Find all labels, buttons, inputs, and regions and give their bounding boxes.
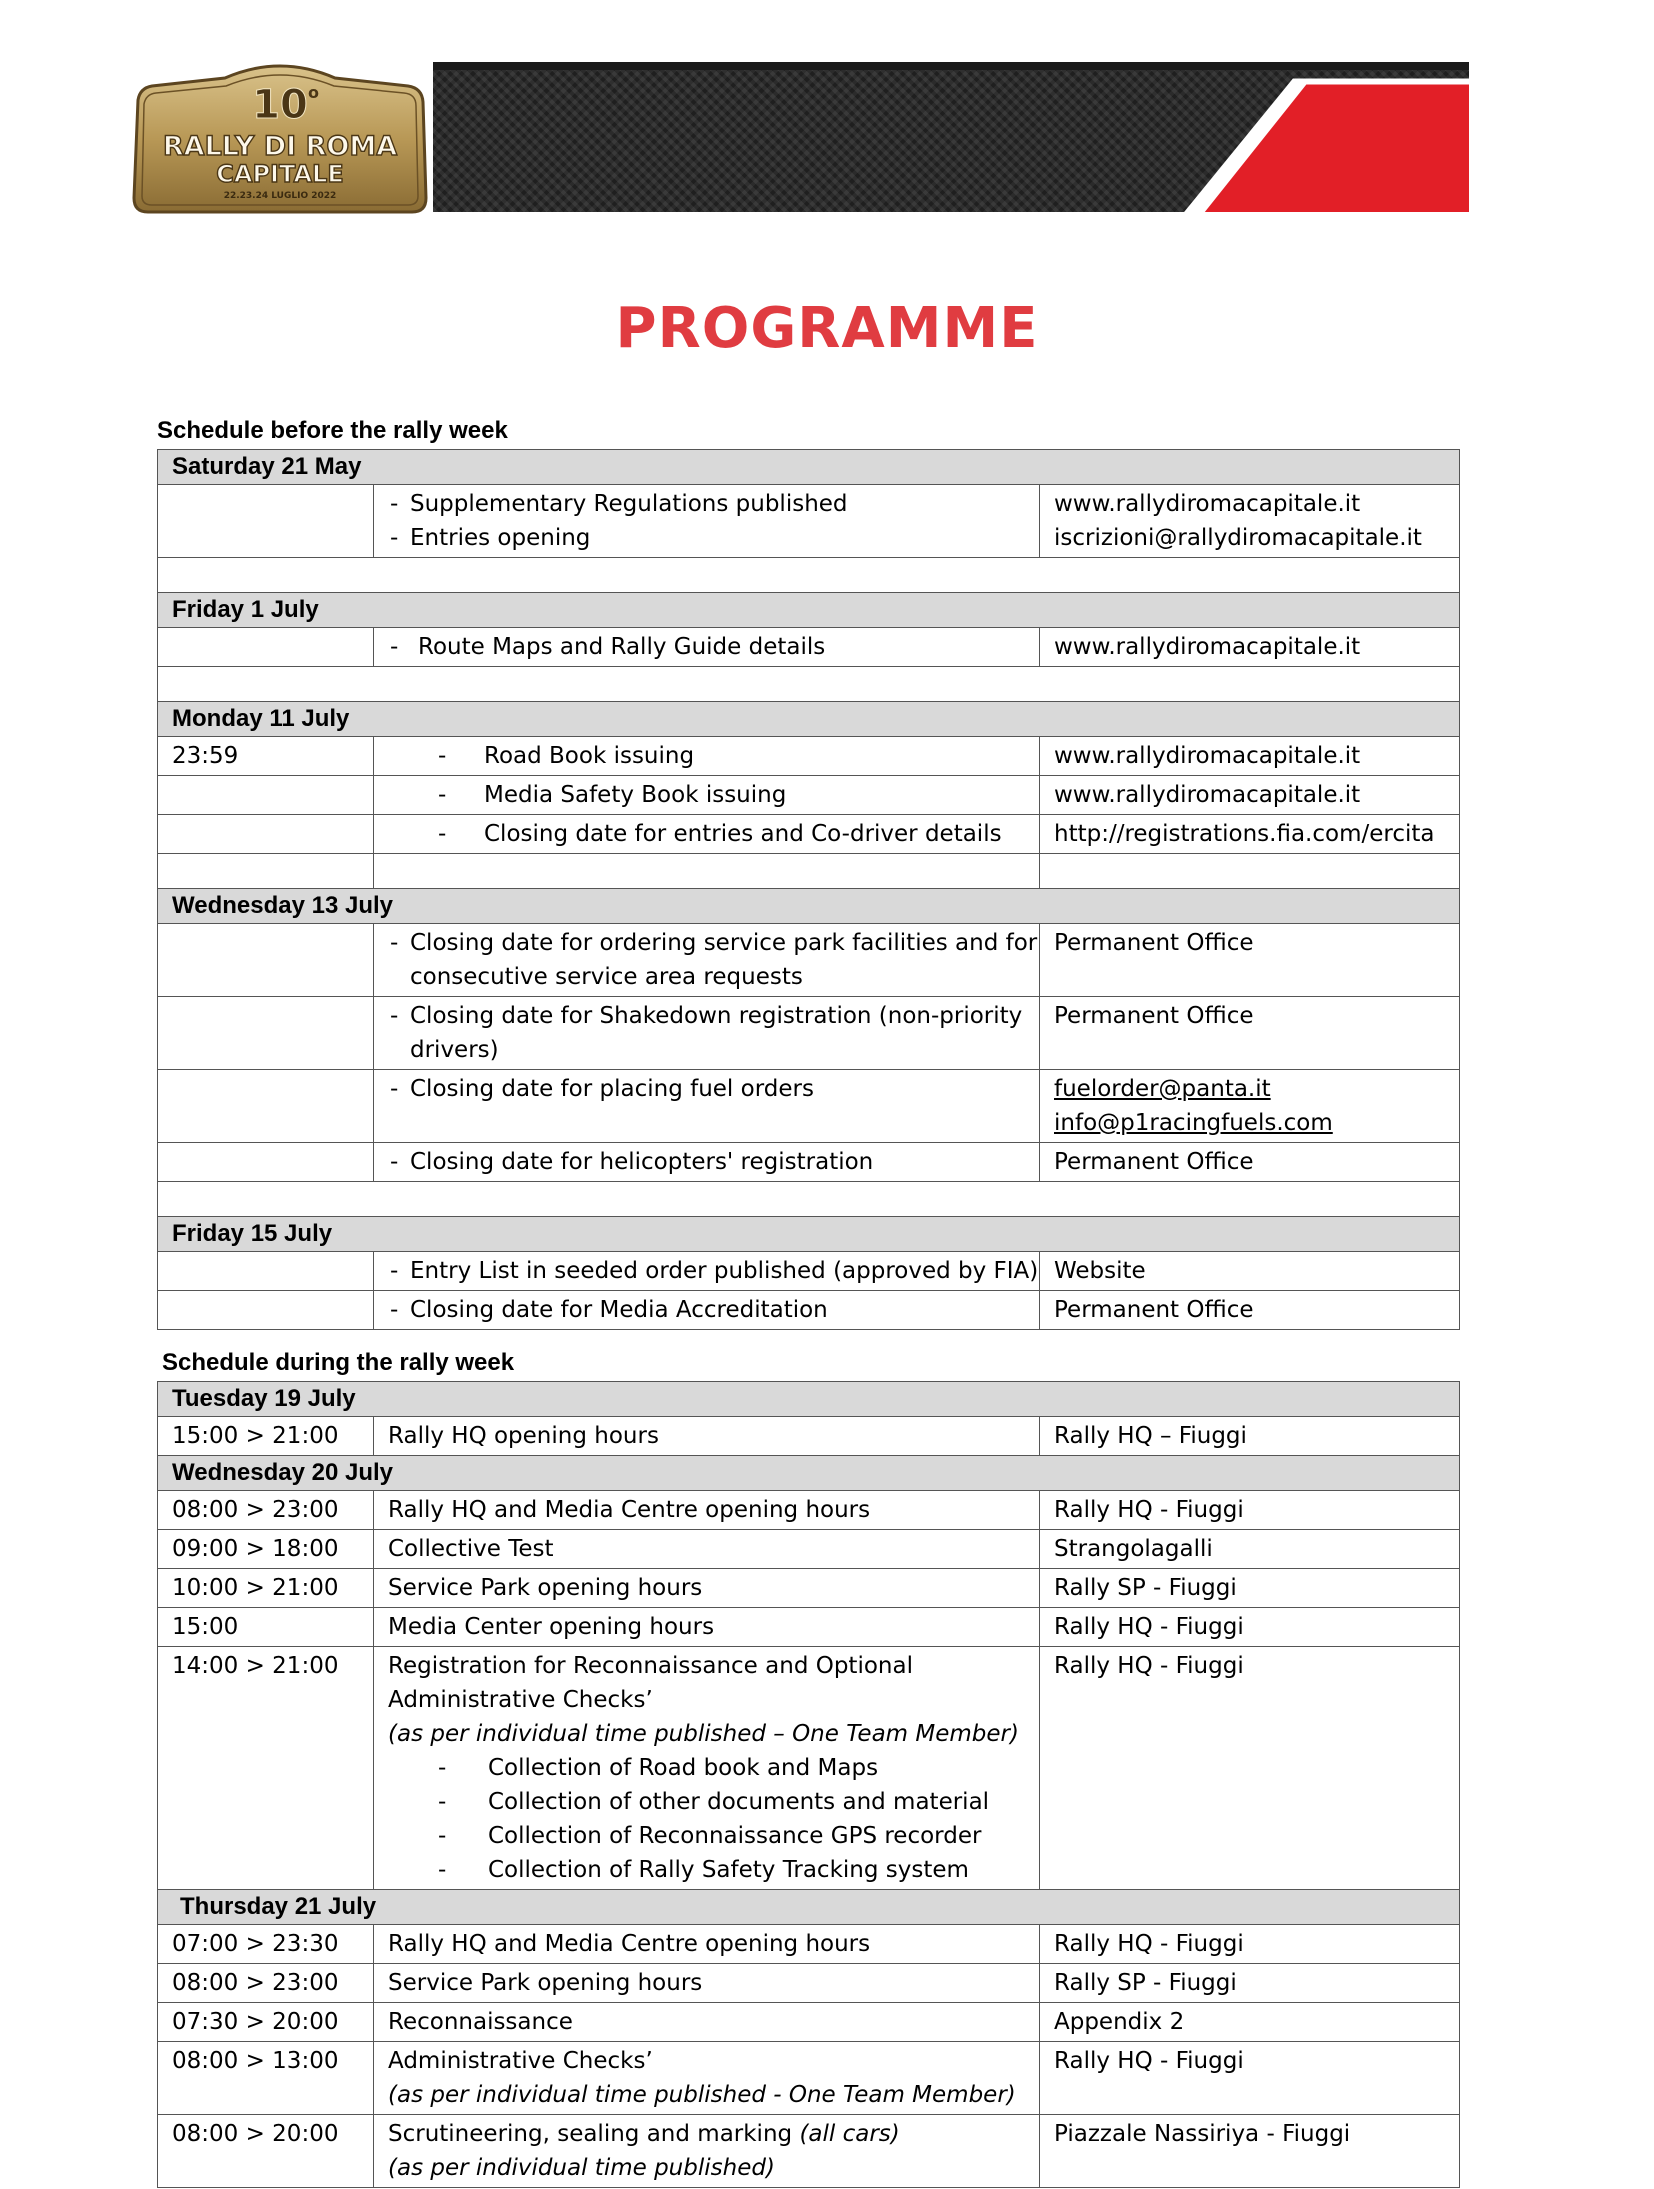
table-row [158,485,1460,558]
table-row [158,776,1460,815]
activity: Reconnaissance [374,2003,1040,2042]
day-label: Wednesday 20 July [158,1456,1460,1491]
location: Rally HQ - Fiuggi [1040,1647,1460,1890]
activity: Media Center opening hours [374,1608,1040,1647]
item: - Closing date for Shakedown registration (non-priority drivers) [388,999,1039,1067]
logo-dates: 22.23.24 LUGLIO 2022 [223,191,337,201]
location: Rally HQ - Fiuggi [1040,1608,1460,1647]
day-row [158,1382,1460,1417]
email-link[interactable]: info@p1racingfuels.com [1054,1110,1333,1136]
day-label: Thursday 21 July [158,1890,1460,1925]
table-row [158,1608,1460,1647]
day-row [158,702,1460,737]
svg-text:o: o [308,83,319,102]
location: Rally SP - Fiuggi [1040,1964,1460,2003]
link[interactable]: www.rallydiromacapitale.it [1040,628,1460,667]
email-link[interactable]: fuelorder@panta.it [1054,1076,1271,1102]
contact: Permanent Office [1040,997,1460,1070]
sub-item: - Collection of other documents and material [388,1785,1039,1819]
location: Strangolagalli [1040,1530,1460,1569]
time: 07:30 > 20:00 [158,2003,374,2042]
time: 08:00 > 20:00 [158,2115,374,2188]
activity: Rally HQ and Media Centre opening hours [374,1925,1040,1964]
time: 07:00 > 23:30 [158,1925,374,1964]
location: Rally HQ - Fiuggi [1040,1491,1460,1530]
table-row [158,2115,1460,2188]
day-row [158,1890,1460,1925]
location: Rally HQ - Fiuggi [1040,1925,1460,1964]
item: - Entries opening [388,521,1039,555]
table-row [158,1291,1460,1330]
table-row [158,2003,1460,2042]
activity-note: (as per individual time published) [388,2155,775,2181]
contact: Permanent Office [1040,1291,1460,1330]
item: - Route Maps and Rally Guide details [388,630,1039,664]
page-title: PROGRAMME [615,296,1039,361]
table-row [158,997,1460,1070]
day-label: Monday 11 July [158,702,1460,737]
rally-logo [130,60,430,215]
link[interactable]: www.rallydiromacapitale.it [1040,737,1460,776]
link[interactable]: www.rallydiromacapitale.it [1054,491,1361,517]
table-row [158,737,1460,776]
activity: Service Park opening hours [374,1964,1040,2003]
contact: Permanent Office [1040,924,1460,997]
activity: Administrative Checks’ [388,1687,653,1713]
sub-item: - Collection of Road book and Maps [388,1751,1039,1785]
table-row [158,1647,1460,1890]
time: 08:00 > 23:00 [158,1491,374,1530]
item: - Media Safety Book issuing [388,778,1039,812]
schedule-before-table [157,449,1460,1330]
day-label: Wednesday 13 July [158,889,1460,924]
day-label: Tuesday 19 July [158,1382,1460,1417]
table-row [158,1070,1460,1143]
header-banner [433,62,1469,212]
table-row [158,1417,1460,1456]
table-row [158,1964,1460,2003]
activity: Administrative Checks’ [388,2048,653,2074]
table-row [158,815,1460,854]
activity-note: (as per individual time published – One Team Member) [388,1721,1019,1747]
item: - Closing date for placing fuel orders [388,1072,1039,1106]
location: Rally SP - Fiuggi [1040,1569,1460,1608]
table-row [158,2042,1460,2115]
link[interactable]: www.rallydiromacapitale.it [1040,776,1460,815]
sub-item: - Collection of Rally Safety Tracking system [388,1853,1039,1887]
activity: Scrutineering, sealing and marking [388,2121,800,2147]
day-label: Friday 1 July [158,593,1460,628]
activity: Collective Test [374,1530,1040,1569]
activity-note: (as per individual time published - One Team Member) [388,2082,1016,2108]
day-row [158,1217,1460,1252]
logo-line1: RALLY DI ROMA [162,131,398,162]
logo-edition: 10 [252,82,308,128]
schedule-during-table [157,1381,1460,2188]
email-link[interactable]: iscrizioni@rallydiromacapitale.it [1054,525,1422,551]
time: 08:00 > 13:00 [158,2042,374,2115]
time: 15:00 > 21:00 [158,1417,374,1456]
activity-qualifier: (all cars) [799,2121,900,2147]
time: 15:00 [158,1608,374,1647]
sub-item: - Collection of Reconnaissance GPS recorder [388,1819,1039,1853]
table-row [158,1252,1460,1291]
contact: Website [1040,1252,1460,1291]
link[interactable]: http://registrations.fia.com/ercita [1040,815,1460,854]
day-label: Friday 15 July [158,1217,1460,1252]
item: - Closing date for helicopters' registration [388,1145,1039,1179]
table-row [158,1530,1460,1569]
location: Rally HQ - Fiuggi [1040,2042,1460,2115]
time: 09:00 > 18:00 [158,1530,374,1569]
day-row [158,593,1460,628]
contact: Permanent Office [1040,1143,1460,1182]
table-row [158,924,1460,997]
location: Appendix 2 [1040,2003,1460,2042]
table-row [158,1143,1460,1182]
activity: Service Park opening hours [374,1569,1040,1608]
item: - Supplementary Regulations published [388,487,1039,521]
activity: Rally HQ and Media Centre opening hours [374,1491,1040,1530]
logo-line2: CAPITALE [216,160,344,188]
item: - Closing date for Media Accreditation [388,1293,1039,1327]
location: Piazzale Nassiriya - Fiuggi [1040,2115,1460,2188]
time: 23:59 [158,737,374,776]
day-label: Saturday 21 May [158,450,1460,485]
day-row [158,1456,1460,1491]
item: - Entry List in seeded order published (approved by FIA) [388,1254,1039,1288]
time: 08:00 > 23:00 [158,1964,374,2003]
table-row [158,1925,1460,1964]
item: - Road Book issuing [388,739,1039,773]
table-row [158,1569,1460,1608]
table-row [158,1491,1460,1530]
time: 10:00 > 21:00 [158,1569,374,1608]
activity: Registration for Reconnaissance and Optional [388,1653,913,1679]
location: Rally HQ – Fiuggi [1040,1417,1460,1456]
time: 14:00 > 21:00 [158,1647,374,1890]
day-row [158,889,1460,924]
section-title-during: Schedule during the rally week [162,1349,515,1376]
item: - Closing date for entries and Co-driver details [388,817,1039,851]
day-row [158,450,1460,485]
section-title-before: Schedule before the rally week [157,417,508,444]
activity: Rally HQ opening hours [374,1417,1040,1456]
item: - Closing date for ordering service park facilities and for consecutive service area requests [388,926,1039,994]
table-row [158,628,1460,667]
